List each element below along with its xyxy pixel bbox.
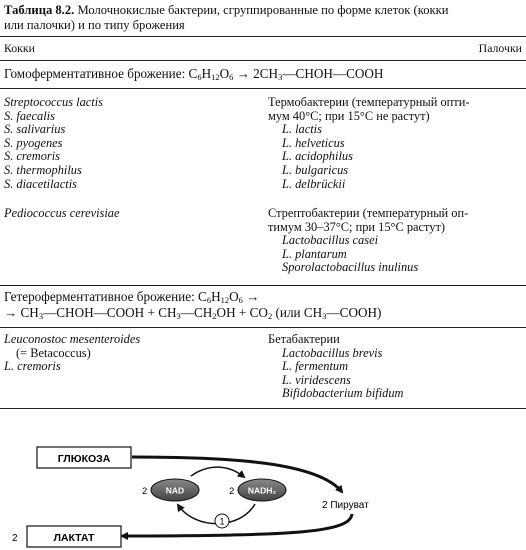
species-item: L. acidophilus <box>282 149 353 164</box>
group-description: Стрептобактерии (температурный оп- <box>268 206 469 220</box>
section2-rule <box>0 327 526 328</box>
species-item: S. thermophilus <box>4 162 82 177</box>
group-description: Термобактерии (температурный опти- <box>268 95 470 109</box>
species-item: S. pyogenes <box>4 135 63 150</box>
nadh2-label: NADH₂ <box>247 485 277 496</box>
caption-text-1: Молочнокислые бактерии, сгруппированные по форме клеток (кокки <box>77 3 449 17</box>
species-item: L. fermentum <box>282 359 349 374</box>
species-item: L. bulgaricus <box>282 162 349 177</box>
lactate-label: ЛАКТАТ <box>53 532 95 544</box>
species-item: Bifidobacterium bifidum <box>282 386 404 401</box>
nad-label: NAD <box>165 485 185 496</box>
pyruvate-to-lactate-arrow <box>122 514 352 536</box>
glucose-label: ГЛЮКОЗА <box>57 453 111 465</box>
header-cocci: Кокки <box>4 41 35 55</box>
pyruvate-label: 2 Пируват <box>322 500 369 511</box>
section2-top-rule <box>0 285 526 286</box>
header-rule <box>0 60 526 61</box>
group-description: мум 40°C; при 15°C не растут) <box>268 108 430 123</box>
header-rods: Палочки <box>478 41 522 55</box>
group2-right-list <box>268 207 468 275</box>
group-description: Бетабактерии <box>268 332 340 346</box>
group-description: тимум 30–37°C; при 15°C растут) <box>268 219 446 234</box>
species-item: Streptococcus lactis <box>4 95 103 109</box>
table-bottom-rule <box>0 408 526 409</box>
species-item: L. lactis <box>282 122 322 137</box>
table-caption <box>4 3 448 33</box>
hetero-left-list <box>4 333 140 374</box>
species-item: L. helveticus <box>282 135 345 150</box>
hetero-right-list <box>268 333 404 401</box>
nad-coefficient: 2 <box>142 486 148 497</box>
group1-right-list <box>268 96 469 191</box>
caption-text-2: или палочки) и по типу брожения <box>4 18 185 32</box>
species-item: L. viridescens <box>282 372 351 387</box>
group2-left-list <box>4 207 119 221</box>
heterofermentative-title: Гетероферментативное брожение: $C_6H_{12}O_6$ → <box>4 289 260 305</box>
reaction-number: 1 <box>219 516 225 527</box>
lactate-coefficient: 2 <box>12 533 18 544</box>
table-top-rule <box>0 36 526 37</box>
species-item: S. diacetilactis <box>4 176 77 191</box>
species-item: Leuconostoc mesenteroides <box>4 332 141 346</box>
lactic-fermentation-diagram <box>0 430 526 550</box>
group1-left-list <box>4 96 103 191</box>
species-item: Sporolactobacillus inulinus <box>282 260 419 275</box>
species-item: L. cremoris <box>4 359 61 374</box>
species-item: S. cremoris <box>4 149 60 164</box>
caption-label: Таблица 8.2. <box>4 3 75 17</box>
section1-rule <box>0 88 526 89</box>
species-item: Lactobacillus brevis <box>282 345 383 360</box>
species-note: (= Betacoccus) <box>16 345 91 360</box>
species-item: Pediococcus cerevisiae <box>4 206 120 220</box>
species-item: S. faecalis <box>4 108 55 123</box>
nadh2-coefficient: 2 <box>229 486 235 497</box>
homofermentative-title: Гомоферментативное брожение: $C_6H_{12}O_6$ → $2CH_3—CHOH—COOH$ <box>4 66 384 82</box>
species-item: L. delbrückii <box>282 176 346 191</box>
species-item: L. plantarum <box>282 246 347 261</box>
nad-to-nadh2-arrow <box>191 467 244 477</box>
heterofermentative-equation: → $CH_3—CHOH—COOH$ + $CH_3—CH_2OH + CO_2$ (или $CH_3—COOH$) <box>4 305 382 321</box>
species-item: Lactobacillus casei <box>282 233 379 248</box>
species-item: S. salivarius <box>4 122 66 137</box>
